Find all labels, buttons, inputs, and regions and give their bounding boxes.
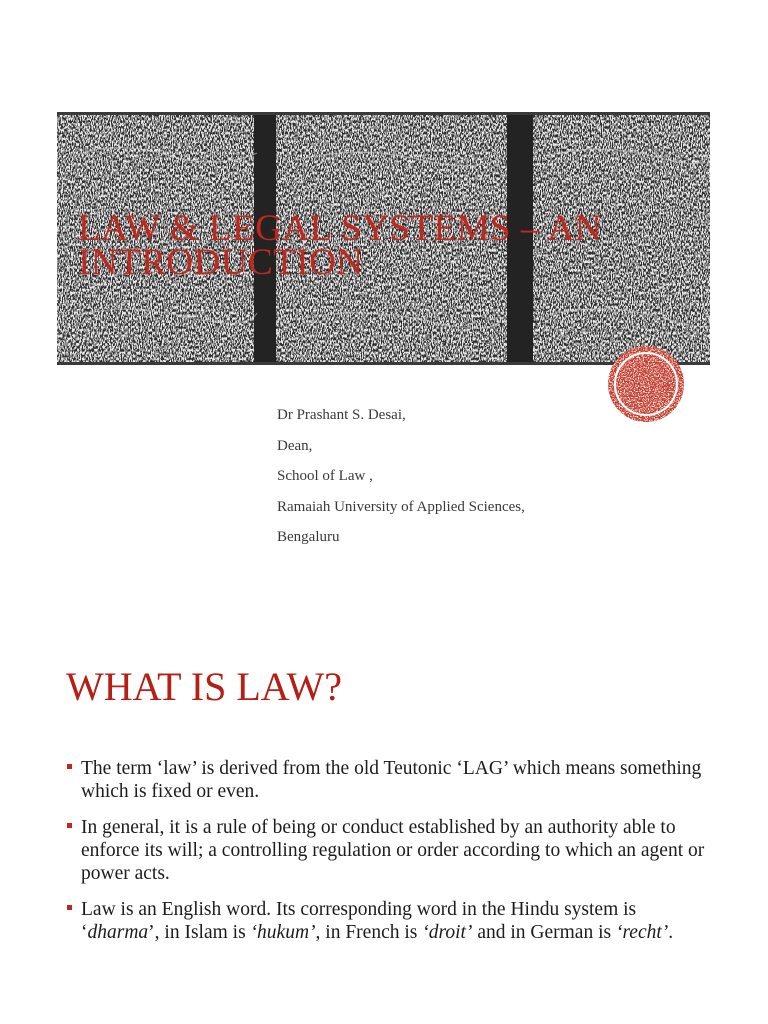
term-hukum: ‘hukum’ bbox=[250, 922, 316, 943]
decorative-seal-icon bbox=[607, 345, 685, 423]
square-bullet-icon bbox=[67, 823, 72, 828]
term-dharma: dharma bbox=[87, 922, 149, 943]
bullet-text-part: , in French is bbox=[315, 922, 423, 943]
bullet-list bbox=[66, 757, 706, 957]
bullet-item bbox=[66, 898, 706, 944]
what-is-law-slide bbox=[0, 620, 768, 1024]
bullet-text: In general, it is a rule of being or conduct established by an authority able to enforce its will; a controlling regulation or order according to which an agent or power acts. bbox=[81, 817, 705, 884]
presentation-title bbox=[78, 208, 638, 283]
presenter-role: Dean, bbox=[277, 437, 313, 454]
title-line-2: INTRODUCTION bbox=[78, 242, 364, 283]
bullet-item bbox=[66, 757, 706, 803]
term-recht: ‘recht’ bbox=[615, 922, 669, 943]
presenter-info bbox=[277, 405, 525, 558]
presenter-name: Dr Prashant S. Desai, bbox=[277, 407, 406, 423]
bullet-text-part: ’, in Islam is bbox=[148, 922, 251, 943]
term-droit: ‘droit’ bbox=[422, 922, 473, 943]
bullet-text-part: Law is an English word. Its corresponding word in the Hindu system is ‘ bbox=[81, 899, 637, 943]
presenter-school: School of Law , bbox=[277, 468, 373, 484]
bullet-item bbox=[66, 816, 706, 885]
title-line-1: LAW & LEGAL SYSTEMS – AN bbox=[78, 208, 602, 249]
presenter-city: Bengaluru bbox=[277, 529, 340, 545]
presenter-university: Ramaiah University of Applied Sciences, bbox=[277, 498, 525, 515]
slide-title: WHAT IS LAW? bbox=[66, 664, 342, 709]
square-bullet-icon bbox=[67, 764, 72, 769]
bullet-text-part: . bbox=[668, 922, 674, 943]
bullet-text: The term ‘law’ is derived from the old Teutonic ‘LAG’ which means something which is fixed or even. bbox=[81, 758, 702, 802]
bullet-text-part: and in German is bbox=[472, 922, 616, 943]
square-bullet-icon bbox=[67, 905, 72, 910]
